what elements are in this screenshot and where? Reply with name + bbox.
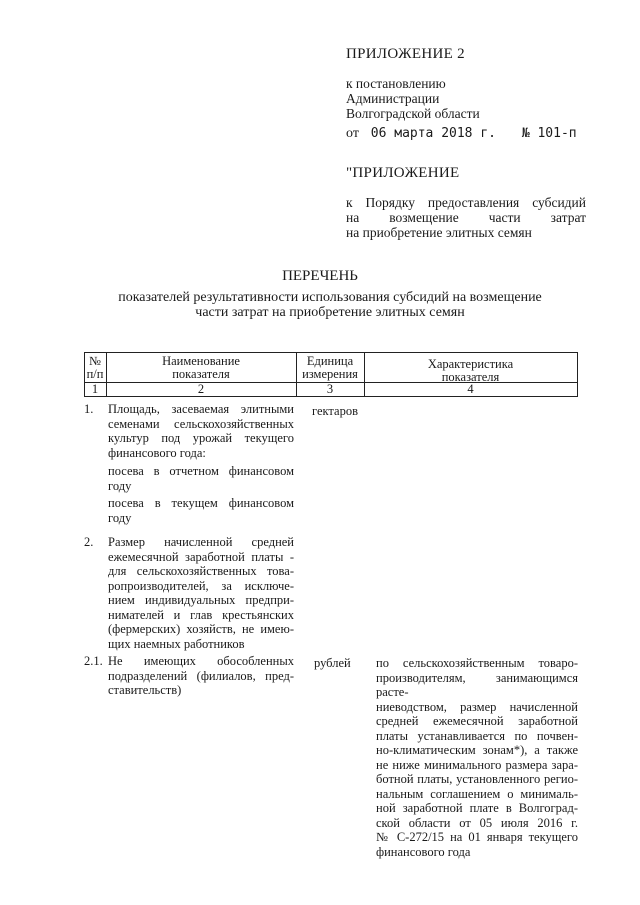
row-char-line: по сельскохозяйственным товаро-: [376, 656, 578, 670]
row-name-line: ежемесячной заработной платы -: [108, 549, 294, 564]
header-unit-line: Единица: [306, 354, 354, 368]
row-char-line: № С-272/15 на 01 января текущего: [376, 830, 578, 844]
col-number: 3: [326, 382, 334, 396]
row-char-line: ской области от 05 июля 2016 г.: [376, 815, 578, 830]
row-unit: гектаров: [312, 404, 358, 418]
row-number: 2.: [84, 535, 94, 549]
row-number: 2.1.: [84, 654, 103, 668]
table-right-border: [577, 352, 578, 396]
row-char-line: ботной платы, установленного регио-: [376, 772, 578, 786]
document-date: 06 марта 2018 г.: [370, 126, 496, 141]
row-char-line: не ниже минимального размера зара-: [376, 757, 578, 772]
appendix-line: к постановлению: [346, 76, 446, 91]
row-char-line: но-климатическим зонам*), а также: [376, 743, 578, 757]
row-name-line: ставительств): [108, 683, 182, 697]
row-subitem-line: году: [108, 478, 132, 493]
row-name-line: (фермерских) хозяйств, не имею-: [108, 622, 294, 636]
row-subitem: [108, 496, 294, 525]
header-name-line: Наименование: [162, 354, 240, 368]
row-name-line: щих наемных работников: [108, 636, 245, 651]
header-name: [106, 355, 296, 381]
row-name-line: семенами сельскохозяйственных: [108, 416, 294, 431]
row-name-line: нимателей и глав крестьянских: [108, 607, 294, 622]
row-characteristic: [376, 656, 578, 859]
inner-appendix-title: "ПРИЛОЖЕНИЕ: [346, 165, 460, 181]
inner-appendix-line: на приобретение элитных семян: [346, 225, 532, 240]
header-characteristic: [364, 358, 577, 384]
row-subitem: [108, 464, 294, 493]
row-char-line: финансового года: [376, 844, 471, 859]
date-prefix: от: [346, 126, 359, 141]
row-char-line: ниеводством, размер начисленной: [376, 699, 578, 714]
row-name-line: ропроизводителей, за исключе-: [108, 578, 294, 593]
col-number: 2: [197, 382, 205, 396]
row-name: [108, 402, 294, 460]
row-char-line: ной заработной плате в Волгоград-: [376, 801, 578, 815]
document-number: № 101-п: [521, 126, 577, 141]
row-name: [108, 654, 294, 698]
appendix-title: ПРИЛОЖЕНИЕ 2: [346, 46, 465, 62]
header-num: [84, 355, 106, 381]
row-subitem-line: посева в текущем финансовом: [108, 496, 294, 510]
table-top-border: [84, 352, 578, 353]
list-subtitle-line: части затрат на приобретение элитных семян: [195, 305, 465, 320]
table-numbers-divider: [84, 396, 578, 397]
col-number: 4: [467, 382, 474, 396]
row-name-line: Размер начисленной средней: [108, 535, 294, 549]
row-name-line: нием индивидуальных предпри-: [108, 593, 294, 607]
list-subtitle-line: показателей результативности использования субсидий на возмещение: [118, 290, 542, 305]
row-unit: рублей: [314, 656, 351, 670]
row-name-line: Площадь, засеваемая элитными: [108, 402, 294, 416]
header-name-line: показателя: [172, 367, 230, 381]
header-unit: [296, 355, 364, 381]
row-name-line: подразделений (филиалов, пред-: [108, 668, 294, 683]
row-char-line: нальным соглашением о минималь-: [376, 786, 578, 801]
row-char-line: средней ежемесячной заработной: [376, 714, 578, 728]
header-num-line: №: [89, 354, 101, 368]
col-number: 1: [91, 382, 99, 396]
row-number: 1.: [84, 402, 94, 416]
row-name-line: финансового года:: [108, 445, 206, 460]
appendix-line: Волгоградской области: [346, 106, 480, 121]
header-num-line: п/п: [86, 367, 104, 381]
list-subtitle: [80, 290, 580, 320]
appendix-line: Администрации: [346, 91, 440, 106]
row-name-line: культур под урожай текущего: [108, 431, 294, 445]
header-char-line: Характеристика: [427, 357, 514, 371]
row-name-line: для сельскохозяйственных това-: [108, 564, 294, 578]
appendix-recipient: [346, 76, 586, 121]
row-char-line: платы устанавливается по почвен-: [376, 728, 578, 743]
row-char-line: производителям, занимающимся расте-: [376, 670, 578, 699]
header-unit-line: измерения: [302, 367, 358, 381]
row-subitem-line: году: [108, 510, 132, 525]
row-subitem-line: посева в отчетном финансовом: [108, 464, 294, 478]
header-char-line: показателя: [441, 370, 500, 384]
row-name: [108, 535, 294, 651]
inner-appendix-recipient: [346, 195, 586, 240]
list-title: ПЕРЕЧЕНЬ: [282, 268, 358, 284]
row-name-line: Не имеющих обособленных: [108, 654, 294, 668]
inner-appendix-line: на возмещение части затрат: [346, 210, 586, 225]
inner-appendix-line: к Порядку предоставления субсидий: [346, 195, 586, 210]
appendix-date-line: [346, 126, 577, 142]
